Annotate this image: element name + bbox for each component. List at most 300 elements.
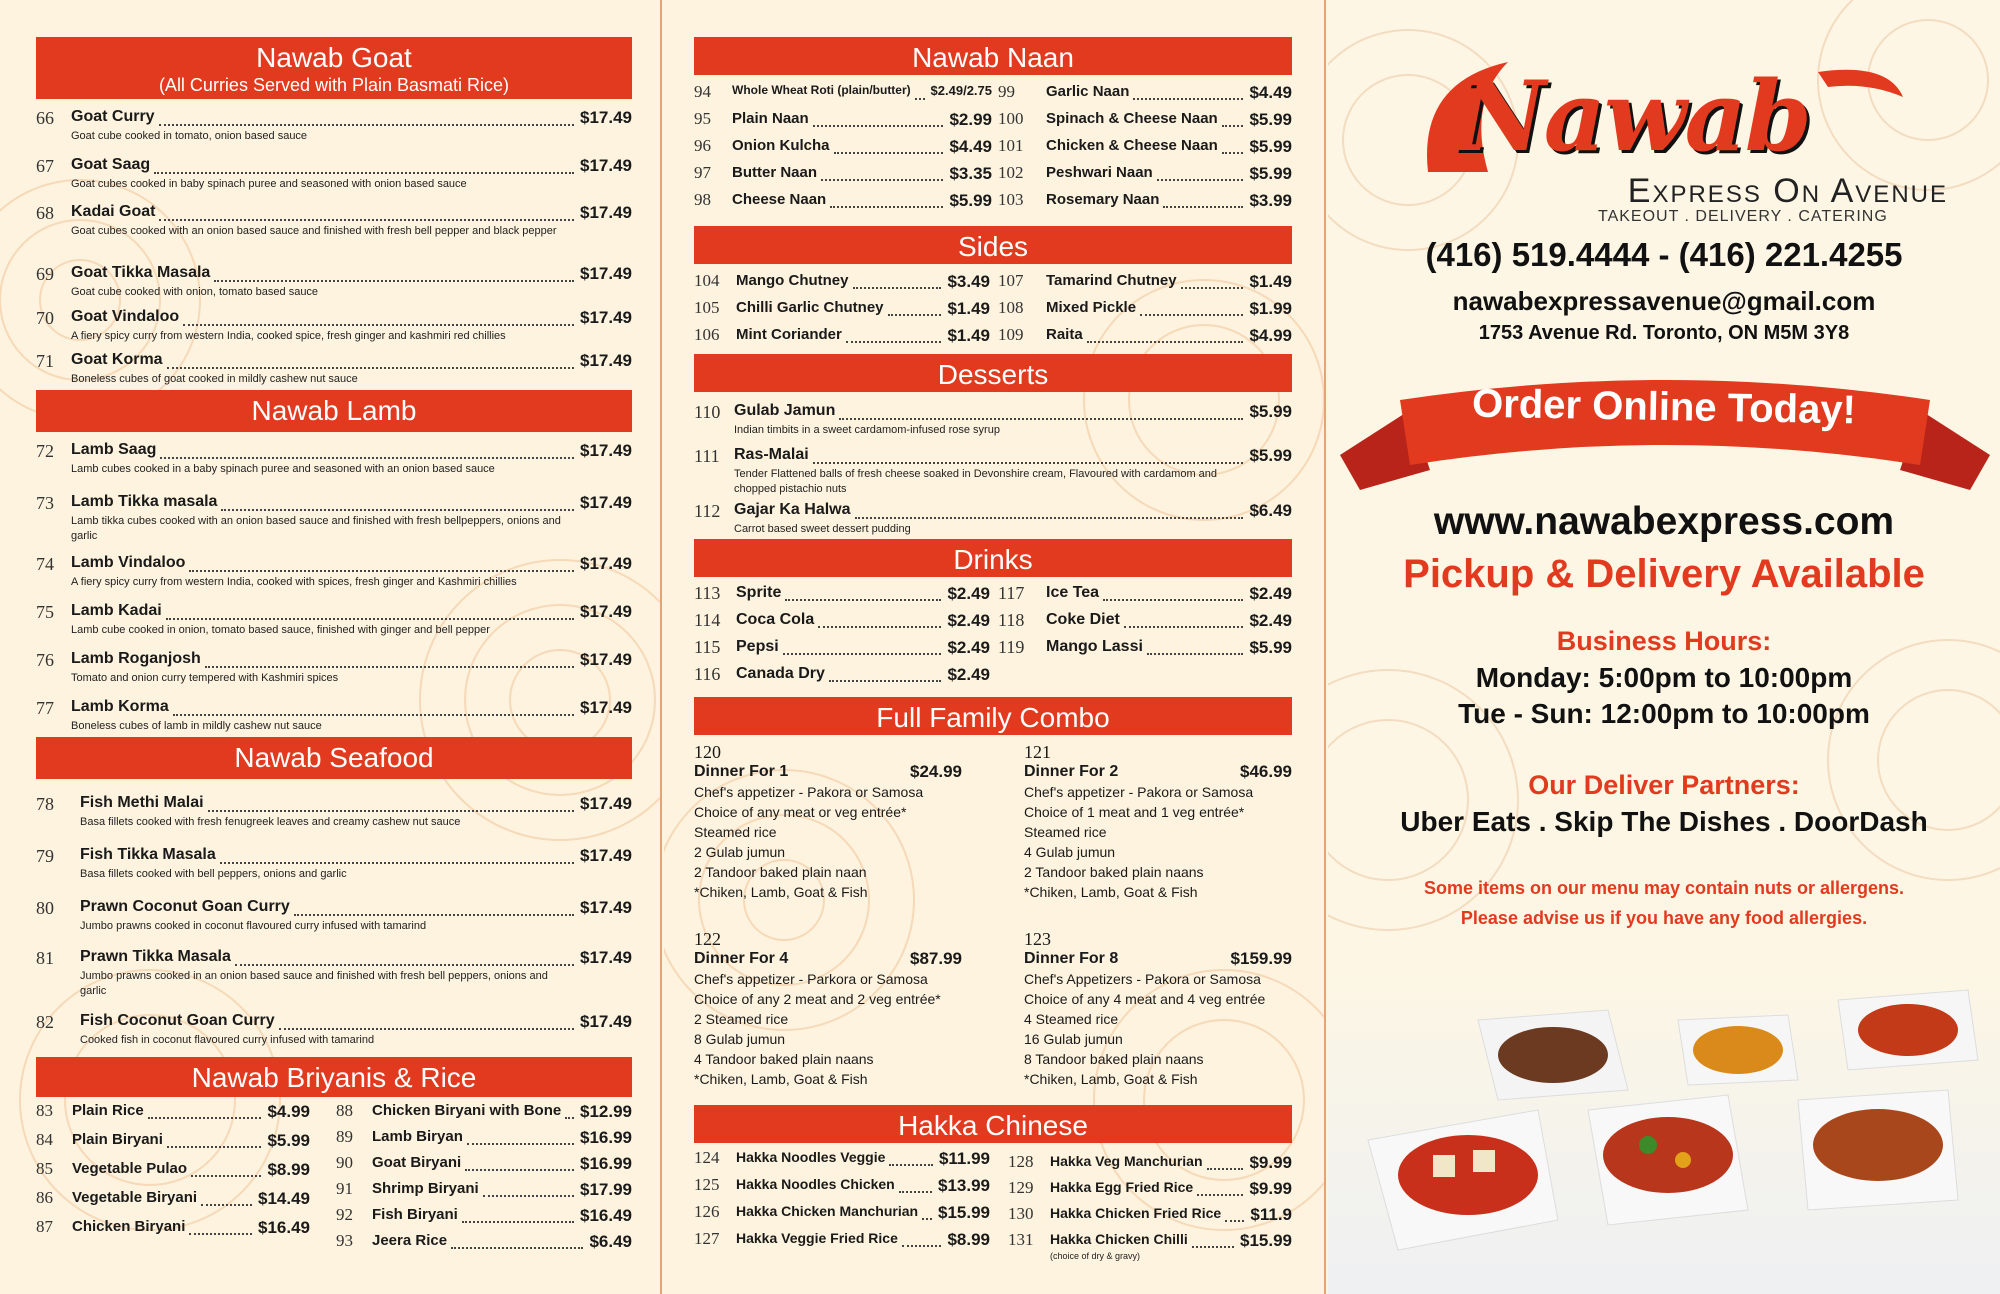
combo-line: Chef's appetizer - Pakora or Samosa	[1024, 784, 1254, 800]
section-title: Nawab Briyanis & Rice	[191, 1062, 477, 1093]
item-number: 125	[694, 1175, 720, 1194]
dot-leader	[201, 1204, 252, 1206]
item-price: $5.99	[1249, 402, 1292, 421]
item-number: 107	[998, 271, 1024, 290]
combo-line: 4 Gulab jumun	[1024, 844, 1116, 860]
item-number: 71	[36, 351, 54, 371]
dot-leader	[834, 152, 943, 154]
menu-item[interactable]	[998, 271, 1292, 295]
item-number: 100	[998, 109, 1024, 128]
item-name: Jeera Rice	[372, 1232, 448, 1249]
dot-leader	[1157, 179, 1243, 181]
menu-item[interactable]	[998, 583, 1292, 607]
item-number: 81	[36, 948, 54, 968]
item-number: 99	[998, 82, 1015, 101]
menu-item[interactable]	[998, 298, 1292, 322]
dot-leader	[818, 626, 941, 628]
menu-item[interactable]	[694, 1229, 990, 1253]
menu-item[interactable]	[694, 109, 992, 133]
item-name: Lamb Tikka masala	[71, 493, 218, 510]
item-name: Gajar Ka Halwa	[734, 501, 851, 518]
combo-price: $46.99	[1240, 762, 1292, 781]
menu-item[interactable]	[998, 610, 1292, 634]
item-name: Chicken & Cheese Naan	[1046, 137, 1218, 154]
combo-name: Dinner For 1	[694, 763, 789, 780]
dot-leader	[1140, 314, 1243, 316]
item-number: 78	[36, 794, 54, 814]
website-link[interactable]: www.nawabexpress.com	[1433, 500, 1895, 543]
item-price: $8.99	[267, 1160, 310, 1179]
dot-leader	[159, 124, 574, 126]
section-title: Nawab Goat	[256, 42, 412, 73]
item-number: 88	[336, 1101, 353, 1120]
item-name: Sprite	[736, 584, 782, 601]
item-price: $11.9	[1250, 1205, 1292, 1224]
combo-name: Dinner For 8	[1024, 950, 1119, 967]
combo-number: 120	[694, 742, 721, 762]
item-price: $3.35	[949, 164, 992, 183]
item-description: Basa fillets cooked with fresh fenugreek leaves and creamy cashew nut sauce	[80, 816, 461, 828]
combo-title-row	[1024, 949, 1292, 969]
item-price: $17.49	[580, 308, 632, 327]
menu-panel-middle	[664, 0, 1326, 1294]
menu-item[interactable]	[694, 163, 992, 187]
item-name: Raita	[1046, 326, 1083, 343]
section-header	[694, 539, 1292, 577]
item-price: $15.99	[938, 1203, 990, 1222]
combo-line: 2 Tandoor baked plain naans	[1024, 864, 1204, 880]
dot-leader	[1133, 98, 1243, 100]
item-number: 129	[1008, 1178, 1034, 1197]
item-price: $17.49	[580, 493, 632, 512]
item-description: Basa fillets cooked with bell peppers, onions and garlic	[80, 868, 347, 880]
menu-item[interactable]	[36, 944, 632, 1004]
combo-item[interactable]	[694, 742, 962, 902]
item-name: Lamb Vindaloo	[71, 554, 186, 571]
item-name: Fish Methi Malai	[80, 794, 204, 811]
item-name: Vegetable Biryani	[72, 1189, 198, 1206]
section-header	[36, 390, 632, 432]
item-name: Prawn Tikka Masala	[80, 948, 231, 965]
dot-leader	[167, 367, 574, 369]
combo-line: Chef's appetizer - Parkora or Samosa	[694, 971, 928, 987]
menu-item[interactable]	[36, 1130, 310, 1154]
item-number: 79	[36, 846, 54, 866]
combo-number: 122	[694, 929, 721, 949]
item-description: Jumbo prawns cooked in coconut flavoured curry infused with tamarind	[80, 920, 427, 932]
menu-item[interactable]	[694, 136, 992, 160]
menu-item[interactable]	[336, 1179, 632, 1203]
item-name: Goat Saag	[71, 156, 151, 173]
item-price: $2.49	[947, 638, 990, 657]
item-price: $17.49	[580, 351, 632, 370]
combo-name: Dinner For 4	[694, 950, 789, 967]
item-name: Garlic Naan	[1046, 83, 1130, 100]
partners-list: Uber Eats . Skip The Dishes . DoorDash	[1400, 806, 1928, 837]
item-description: A fiery spicy curry from western India, cooked spice, fresh ginger and kashmiri red chillies	[71, 330, 506, 342]
item-price: $3.49	[947, 272, 990, 291]
item-description: Cooked fish in coconut flavoured curry infused with tamarind	[80, 1034, 375, 1046]
menu-item[interactable]	[694, 190, 992, 214]
item-number: 93	[336, 1231, 353, 1250]
section-title: Hakka Chinese	[898, 1110, 1088, 1141]
item-price: $16.49	[258, 1218, 310, 1237]
item-price: $12.99	[580, 1102, 632, 1121]
item-number: 87	[36, 1217, 53, 1236]
menu-item[interactable]	[998, 637, 1292, 661]
dot-leader	[1197, 1194, 1243, 1196]
item-price: $9.99	[1249, 1153, 1292, 1172]
item-number: 69	[36, 264, 54, 284]
phone-numbers[interactable]: (416) 519.4444 - (416) 221.4255	[1425, 236, 1903, 273]
item-price: $4.49	[949, 137, 992, 156]
dot-leader	[279, 1028, 574, 1030]
item-name: Gulab Jamun	[734, 402, 836, 419]
dot-leader	[189, 1233, 252, 1235]
item-price: $4.49	[1249, 83, 1292, 102]
item-price: $17.49	[580, 156, 632, 175]
combo-title-row	[1024, 762, 1292, 782]
menu-item[interactable]	[998, 190, 1292, 214]
item-price: $5.99	[1249, 638, 1292, 657]
item-number: 117	[998, 583, 1025, 603]
item-price: $17.49	[580, 264, 632, 283]
combo-item[interactable]	[694, 929, 962, 1089]
menu-item[interactable]	[36, 489, 632, 549]
item-price: $17.49	[580, 554, 632, 573]
item-name: Goat Tikka Masala	[71, 264, 211, 281]
combo-number: 123	[1024, 929, 1051, 949]
hours-monday: Monday: 5:00pm to 10:00pm	[1475, 662, 1853, 693]
menu-item[interactable]	[694, 637, 990, 661]
item-price: $17.49	[580, 602, 632, 621]
dot-leader	[220, 862, 574, 864]
section-header	[694, 37, 1292, 75]
item-name: Hakka Chicken Manchurian	[736, 1203, 919, 1219]
dot-leader	[159, 219, 574, 221]
item-number: 116	[694, 664, 721, 684]
item-number: 70	[36, 308, 54, 328]
combo-line: 2 Gulab jumun	[694, 844, 786, 860]
item-price: $2.99	[949, 110, 992, 129]
combo-line: Choice of any 4 meat and 4 veg entrée	[1024, 991, 1266, 1007]
item-name: Hakka Veg Manchurian	[1050, 1153, 1203, 1169]
dot-leader	[483, 1195, 574, 1197]
dot-leader	[915, 98, 925, 100]
menu-item[interactable]	[694, 610, 990, 634]
dot-leader	[1222, 152, 1243, 154]
dot-leader	[813, 125, 943, 127]
dot-leader	[462, 1221, 574, 1223]
item-name: Chicken Biryani with Bone	[372, 1102, 562, 1119]
dot-leader	[173, 714, 574, 716]
item-name: Hakka Noodles Veggie	[736, 1149, 886, 1165]
menu-item[interactable]	[694, 583, 990, 607]
item-name: Mango Lassi	[1046, 638, 1143, 655]
item-number: 131	[1008, 1230, 1034, 1249]
item-number: 112	[694, 501, 721, 521]
menu-item[interactable]	[694, 442, 1292, 502]
item-name: Lamb Biryan	[372, 1128, 463, 1145]
item-name: Prawn Coconut Goan Curry	[80, 898, 290, 915]
logo-express: Express On Avenue	[1627, 172, 1948, 210]
item-name: Coke Diet	[1046, 611, 1120, 628]
item-number: 108	[998, 298, 1024, 317]
combo-line: 4 Steamed rice	[1024, 1011, 1119, 1027]
partners-title: Our Deliver Partners:	[1528, 770, 1800, 800]
item-name: Mixed Pickle	[1046, 299, 1137, 316]
menu-item[interactable]	[998, 109, 1292, 133]
menu-item[interactable]	[694, 1175, 990, 1199]
item-number: 94	[694, 82, 711, 101]
item-price: $5.99	[1249, 446, 1292, 465]
item-price: $1.49	[947, 326, 990, 345]
menu-item[interactable]	[36, 1159, 310, 1183]
email-address[interactable]: nawabexpressavenue@gmail.com	[1452, 286, 1876, 316]
section-title: Full Family Combo	[876, 702, 1110, 733]
item-number: 130	[1008, 1204, 1034, 1223]
dot-leader	[888, 314, 941, 316]
item-price: $17.99	[580, 1180, 632, 1199]
combo-line: 2 Tandoor baked plain naan	[694, 864, 867, 880]
combo-line: *Chiken, Lamb, Goat & Fish	[694, 884, 868, 900]
item-price: $2.49/2.75	[930, 83, 992, 98]
item-name: Lamb Roganjosh	[71, 650, 201, 667]
combo-line: Steamed rice	[1024, 824, 1107, 840]
allergy-note-1: Some items on our menu may contain nuts or allergens.	[1423, 878, 1905, 898]
section-header	[694, 697, 1292, 735]
item-number: 119	[998, 637, 1025, 657]
item-price: $5.99	[1249, 110, 1292, 129]
item-name: Chilli Garlic Chutney	[736, 299, 884, 316]
dot-leader	[1181, 287, 1243, 289]
item-price: $4.99	[1249, 326, 1292, 345]
menu-item[interactable]	[694, 271, 990, 295]
menu-item[interactable]	[36, 1188, 310, 1212]
item-name: Ice Tea	[1046, 584, 1100, 601]
item-number: 103	[998, 190, 1024, 209]
item-number: 92	[336, 1205, 353, 1224]
item-description: Boneless cubes of goat cooked in mildly cashew nut sauce	[71, 373, 358, 385]
item-name: Hakka Egg Fried Rice	[1050, 1179, 1194, 1195]
dot-leader	[467, 1143, 574, 1145]
item-number: 109	[998, 325, 1024, 344]
item-name: Plain Rice	[72, 1102, 144, 1119]
dot-leader	[899, 1191, 932, 1193]
item-name: Pepsi	[736, 638, 779, 655]
item-price: $4.99	[267, 1102, 310, 1121]
item-price: $8.99	[947, 1230, 990, 1249]
menu-item[interactable]	[36, 437, 632, 497]
item-number: 76	[36, 650, 54, 670]
item-price: $13.99	[938, 1176, 990, 1195]
dot-leader	[154, 172, 574, 174]
item-number: 127	[694, 1229, 720, 1248]
order-online-text[interactable]: Order Online Today!	[1471, 381, 1857, 433]
item-name: Rosemary Naan	[1046, 191, 1160, 208]
dot-leader	[1225, 1220, 1244, 1222]
combo-title-row	[694, 762, 962, 782]
item-name: Hakka Noodles Chicken	[736, 1176, 895, 1192]
item-name: Lamb Saag	[71, 441, 157, 458]
item-name: Kadai Goat	[71, 203, 156, 220]
menu-item[interactable]	[694, 298, 990, 322]
item-name: Lamb Kadai	[71, 602, 162, 619]
hours-tue-sun: Tue - Sun: 12:00pm to 10:00pm	[1458, 698, 1870, 729]
dot-leader	[783, 653, 941, 655]
combo-line: 4 Tandoor baked plain naans	[694, 1051, 874, 1067]
section-title: Desserts	[937, 359, 1049, 390]
menu-item[interactable]	[998, 82, 1292, 106]
dot-leader	[183, 324, 574, 326]
menu-item[interactable]	[998, 325, 1292, 349]
menu-item[interactable]	[998, 163, 1292, 187]
item-description: Jumbo prawns cooked in an onion based sauce and finished with fresh bell peppers, onions and garlic	[80, 970, 548, 997]
item-price: $17.49	[580, 108, 632, 127]
dot-leader	[1207, 1168, 1243, 1170]
combo-line: *Chiken, Lamb, Goat & Fish	[1024, 1071, 1198, 1087]
menu-item[interactable]	[336, 1101, 632, 1125]
menu-item[interactable]	[1008, 1204, 1292, 1228]
item-name: Spinach & Cheese Naan	[1046, 110, 1218, 127]
item-number: 111	[694, 446, 720, 466]
menu-item[interactable]	[1008, 1152, 1292, 1176]
item-description: Goat cubes cooked with an onion based sauce and finished with fresh bell pepper and black pepper	[71, 225, 557, 237]
menu-item[interactable]	[336, 1205, 632, 1229]
menu-item[interactable]	[36, 842, 632, 902]
dot-leader	[1222, 125, 1243, 127]
dot-leader	[839, 418, 1243, 420]
dot-leader	[221, 509, 574, 511]
menu-item[interactable]	[694, 664, 990, 688]
combo-number: 121	[1024, 742, 1051, 762]
menu-item[interactable]	[1008, 1178, 1292, 1202]
item-price: $16.99	[580, 1128, 632, 1147]
combo-item[interactable]	[1024, 742, 1292, 902]
item-name: Ras-Malai	[734, 446, 809, 463]
item-price: $17.49	[580, 898, 632, 917]
item-price: $17.49	[580, 948, 632, 967]
dot-leader	[922, 1218, 932, 1220]
item-number: 82	[36, 1012, 54, 1032]
item-price: $6.49	[1249, 501, 1292, 520]
menu-item[interactable]	[694, 1148, 990, 1172]
section-title: Nawab Seafood	[234, 742, 434, 773]
item-name: Shrimp Biryani	[372, 1180, 479, 1197]
item-name: Fish Tikka Masala	[80, 846, 216, 863]
item-name: Hakka Chicken Chilli	[1050, 1231, 1188, 1247]
item-price: $17.49	[580, 846, 632, 865]
item-name: Onion Kulcha	[732, 137, 830, 154]
dot-leader	[813, 462, 1243, 464]
item-name: Fish Coconut Goan Curry	[80, 1012, 275, 1029]
combo-line: 8 Tandoor baked plain naans	[1024, 1051, 1204, 1067]
combo-line: Chef's Appetizers - Pakora or Samosa	[1024, 971, 1261, 987]
item-number: 74	[36, 554, 54, 574]
section-header	[694, 226, 1292, 264]
dot-leader	[205, 666, 574, 668]
menu-item[interactable]	[998, 136, 1292, 160]
item-description: Carrot based sweet dessert pudding	[734, 523, 911, 535]
dot-leader	[821, 179, 943, 181]
section-header	[36, 737, 632, 779]
menu-item[interactable]	[694, 1202, 990, 1226]
info-panel-right	[1328, 0, 2000, 1294]
item-price: $1.49	[947, 299, 990, 318]
menu-item[interactable]	[36, 1101, 310, 1125]
item-number: 118	[998, 610, 1025, 630]
menu-item[interactable]	[336, 1153, 632, 1177]
item-number: 106	[694, 325, 720, 344]
dot-leader	[830, 206, 943, 208]
item-price: $17.49	[580, 698, 632, 717]
dot-leader	[902, 1245, 941, 1247]
menu-item[interactable]	[336, 1231, 632, 1255]
item-number: 114	[694, 610, 721, 630]
item-price: $5.99	[1249, 164, 1292, 183]
item-number: 72	[36, 441, 54, 461]
item-name: Goat Korma	[71, 351, 163, 368]
dot-leader	[1124, 626, 1243, 628]
item-number: 80	[36, 898, 54, 918]
item-number: 126	[694, 1202, 720, 1221]
menu-item[interactable]	[694, 82, 992, 106]
item-name: Goat Vindaloo	[71, 308, 180, 325]
item-price: $2.49	[947, 584, 990, 603]
menu-item[interactable]	[694, 325, 990, 349]
menu-item[interactable]	[36, 1217, 310, 1241]
item-name: Lamb Korma	[71, 698, 169, 715]
menu-item[interactable]	[36, 199, 632, 259]
item-number: 89	[336, 1127, 353, 1146]
item-price: $16.49	[580, 1206, 632, 1225]
dot-leader	[855, 517, 1243, 519]
item-description: Goat cube cooked with onion, tomato based sauce	[71, 286, 319, 298]
dot-leader	[889, 1164, 933, 1166]
item-number: 73	[36, 493, 54, 513]
item-number: 90	[336, 1153, 353, 1172]
menu-item[interactable]	[36, 790, 632, 850]
item-number: 66	[36, 108, 54, 128]
combo-item[interactable]	[1024, 929, 1292, 1089]
dot-leader	[191, 1175, 261, 1177]
combo-price: $159.99	[1230, 949, 1292, 968]
item-price: $5.99	[267, 1131, 310, 1150]
item-price: $9.99	[1249, 1179, 1292, 1198]
item-name: Peshwari Naan	[1046, 164, 1153, 181]
dot-leader	[853, 287, 941, 289]
pickup-delivery: Pickup & Delivery Available	[1403, 552, 1925, 596]
section-title: Nawab Lamb	[251, 395, 417, 426]
dot-leader	[208, 810, 574, 812]
item-price: $2.49	[947, 665, 990, 684]
menu-item[interactable]	[336, 1127, 632, 1151]
dot-leader	[235, 964, 574, 966]
item-price: $17.49	[580, 794, 632, 813]
item-description: Tomato and onion curry tempered with Kashmiri spices	[71, 672, 339, 684]
dot-leader	[160, 457, 574, 459]
logo-wordmark: Nawab	[1458, 60, 1810, 173]
menu-item[interactable]	[1008, 1230, 1292, 1261]
item-name: Hakka Veggie Fried Rice	[736, 1230, 898, 1246]
combo-line: Steamed rice	[694, 824, 777, 840]
allergy-note-2: Please advise us if you have any food allergies.	[1460, 908, 1868, 928]
section-header	[694, 354, 1292, 392]
dot-leader	[1192, 1246, 1234, 1248]
item-name: Cheese Naan	[732, 191, 827, 208]
combo-line: Choice of any 2 meat and 2 veg entrée*	[694, 991, 941, 1007]
combo-line: *Chiken, Lamb, Goat & Fish	[694, 1071, 868, 1087]
